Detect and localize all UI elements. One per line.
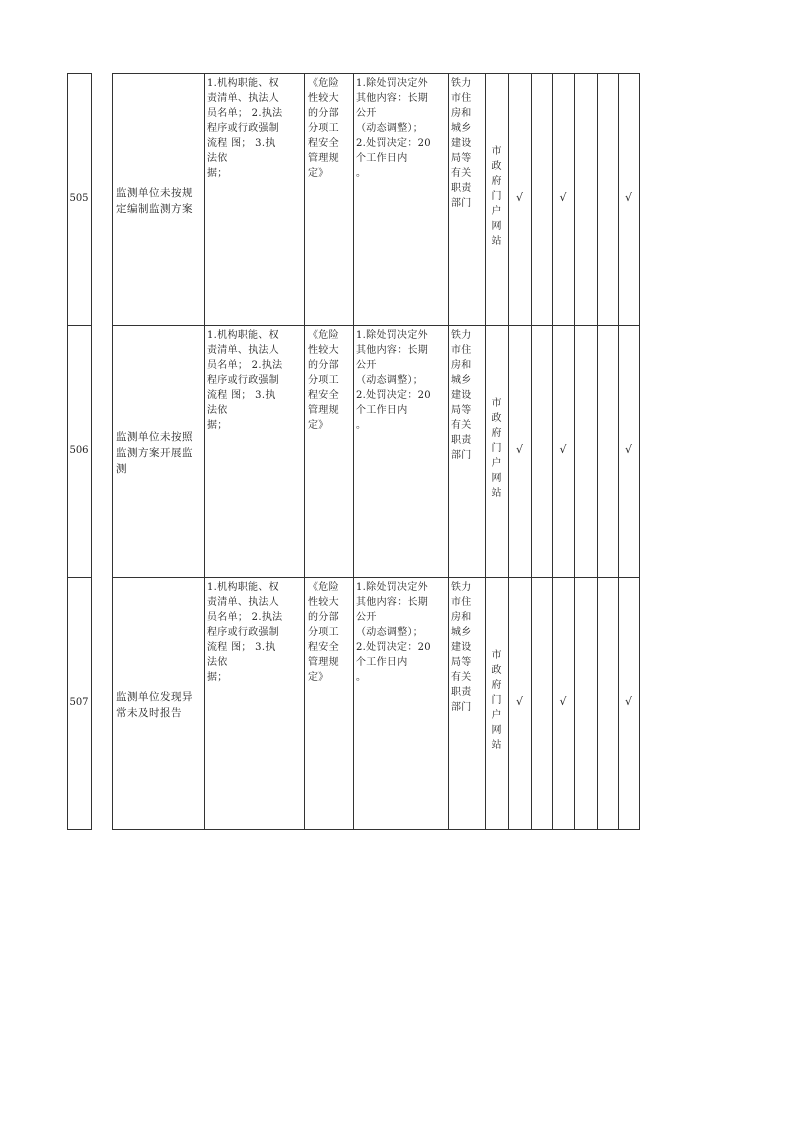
timing-line: 公开 bbox=[356, 612, 377, 623]
basis-line: 定》 bbox=[308, 672, 329, 683]
check-mark-symbol: √ bbox=[559, 191, 567, 204]
check-mark-symbol: √ bbox=[559, 695, 567, 708]
content-line: 员名单； 2.执法 bbox=[207, 360, 283, 371]
timing-line: 。 bbox=[356, 420, 367, 431]
subject-line: 建设 bbox=[451, 138, 472, 149]
channel-char: 市 bbox=[491, 649, 502, 661]
disclosure-subject bbox=[451, 328, 483, 478]
row-number-text: 506 bbox=[69, 445, 89, 456]
channel-char: 户 bbox=[491, 457, 502, 469]
check-mark bbox=[618, 190, 639, 206]
subject-line: 铁力 bbox=[451, 582, 472, 593]
channel-char: 户 bbox=[491, 709, 502, 721]
timing-line: 2.处罚决定：20 bbox=[356, 390, 431, 401]
basis-line: 《危险 bbox=[308, 330, 339, 341]
timing-line: （动态调整）； bbox=[356, 375, 424, 386]
disclosure-content bbox=[207, 328, 302, 448]
content-line: 法依 bbox=[207, 405, 228, 416]
channel-char: 网 bbox=[491, 472, 502, 484]
channel-char: 网 bbox=[491, 220, 502, 232]
channel-char: 门 bbox=[491, 694, 502, 706]
disclosure-basis bbox=[308, 328, 351, 448]
timing-line: 个工作日内 bbox=[356, 153, 408, 164]
table-vertical-rule bbox=[531, 73, 532, 830]
table-vertical-rule bbox=[204, 73, 205, 830]
subject-line: 有关 bbox=[451, 420, 472, 431]
check-mark-symbol: √ bbox=[559, 443, 567, 456]
timing-line: 个工作日内 bbox=[356, 405, 408, 416]
disclosure-channel bbox=[485, 396, 508, 503]
channel-char: 门 bbox=[491, 442, 502, 454]
check-mark bbox=[618, 442, 639, 458]
disclosure-content bbox=[207, 76, 302, 196]
disclosure-basis bbox=[308, 580, 351, 700]
row-number-text: 505 bbox=[69, 193, 89, 204]
content-line: 据； bbox=[207, 672, 228, 683]
content-line: 流程 图； 3.执 bbox=[207, 642, 276, 653]
check-mark bbox=[552, 190, 574, 206]
subject-line: 市住 bbox=[451, 345, 472, 356]
disclosure-subject bbox=[451, 580, 483, 730]
subject-line: 职责 bbox=[451, 435, 472, 446]
subject-line: 局等 bbox=[451, 405, 472, 416]
content-line: 1.机构职能、权 bbox=[207, 582, 279, 593]
disclosure-timing bbox=[356, 328, 446, 448]
row-number bbox=[67, 191, 91, 207]
content-line: 员名单； 2.执法 bbox=[207, 108, 283, 119]
basis-line: 分项工 bbox=[308, 627, 339, 638]
subject-line: 部门 bbox=[451, 198, 472, 209]
table-vertical-rule bbox=[639, 73, 640, 830]
table-horizontal-rule bbox=[112, 73, 640, 74]
basis-line: 分项工 bbox=[308, 123, 339, 134]
row-number bbox=[67, 443, 91, 459]
check-mark-symbol: √ bbox=[624, 443, 632, 456]
basis-line: 性较大 bbox=[308, 597, 339, 608]
disclosure-subject bbox=[451, 76, 483, 226]
table-horizontal-rule bbox=[112, 577, 640, 578]
table-vertical-rule bbox=[448, 73, 449, 830]
content-line: 责清单、执法人 bbox=[207, 93, 280, 104]
content-line: 责清单、执法人 bbox=[207, 345, 280, 356]
channel-char: 户 bbox=[491, 205, 502, 217]
channel-char: 站 bbox=[491, 739, 502, 751]
disclosure-timing bbox=[356, 580, 446, 700]
disclosure-channel bbox=[485, 144, 508, 251]
timing-line: 2.处罚决定：20 bbox=[356, 138, 431, 149]
content-line: 员名单； 2.执法 bbox=[207, 612, 283, 623]
subject-line: 局等 bbox=[451, 657, 472, 668]
subject-line: 职责 bbox=[451, 687, 472, 698]
check-mark bbox=[552, 442, 574, 458]
subject-line: 城乡 bbox=[451, 627, 472, 638]
timing-line: （动态调整）； bbox=[356, 627, 424, 638]
timing-line: 。 bbox=[356, 672, 367, 683]
item-name bbox=[116, 429, 202, 479]
check-mark-symbol: √ bbox=[515, 443, 523, 456]
subject-line: 建设 bbox=[451, 642, 472, 653]
item-name-line: 测 bbox=[116, 463, 127, 475]
basis-line: 程安全 bbox=[308, 642, 339, 653]
subject-line: 局等 bbox=[451, 153, 472, 164]
basis-line: 的分部 bbox=[308, 612, 339, 623]
subject-line: 市住 bbox=[451, 597, 472, 608]
table-horizontal-rule bbox=[67, 73, 92, 74]
check-mark-symbol: √ bbox=[624, 191, 632, 204]
timing-line: 2.处罚决定：20 bbox=[356, 642, 431, 653]
content-line: 流程 图； 3.执 bbox=[207, 138, 276, 149]
subject-line: 市住 bbox=[451, 93, 472, 104]
basis-line: 程安全 bbox=[308, 390, 339, 401]
subject-line: 部门 bbox=[451, 450, 472, 461]
basis-line: 性较大 bbox=[308, 345, 339, 356]
basis-line: 的分部 bbox=[308, 360, 339, 371]
content-line: 据； bbox=[207, 420, 228, 431]
timing-line: 1.除处罚决定外 bbox=[356, 78, 428, 89]
item-name bbox=[116, 185, 202, 219]
channel-char: 站 bbox=[491, 235, 502, 247]
item-name-line: 定编制监测方案 bbox=[116, 203, 193, 215]
content-line: 法依 bbox=[207, 153, 228, 164]
subject-line: 铁力 bbox=[451, 330, 472, 341]
basis-line: 《危险 bbox=[308, 582, 339, 593]
subject-line: 房和 bbox=[451, 108, 472, 119]
subject-line: 有关 bbox=[451, 168, 472, 179]
table-horizontal-rule bbox=[112, 829, 640, 830]
channel-char: 市 bbox=[491, 145, 502, 157]
timing-line: 公开 bbox=[356, 108, 377, 119]
timing-line: 其他内容：长期 bbox=[356, 597, 429, 608]
item-name-line: 监测单位发现异 bbox=[116, 691, 193, 703]
item-name-line: 常未及时报告 bbox=[116, 707, 182, 719]
row-number-text: 507 bbox=[69, 697, 89, 708]
subject-line: 部门 bbox=[451, 702, 472, 713]
basis-line: 定》 bbox=[308, 420, 329, 431]
basis-line: 《危险 bbox=[308, 78, 339, 89]
subject-line: 城乡 bbox=[451, 375, 472, 386]
check-mark bbox=[508, 442, 531, 458]
disclosure-basis bbox=[308, 76, 351, 196]
timing-line: 1.除处罚决定外 bbox=[356, 582, 428, 593]
item-name-line: 监测方案开展监 bbox=[116, 447, 193, 459]
table-horizontal-rule bbox=[67, 829, 92, 830]
content-line: 法依 bbox=[207, 657, 228, 668]
table-horizontal-rule bbox=[112, 325, 640, 326]
content-line: 程序或行政强制 bbox=[207, 375, 280, 386]
content-line: 1.机构职能、权 bbox=[207, 330, 279, 341]
table-vertical-rule bbox=[112, 73, 113, 830]
timing-line: （动态调整）； bbox=[356, 123, 424, 134]
subject-line: 职责 bbox=[451, 183, 472, 194]
basis-line: 定》 bbox=[308, 168, 329, 179]
check-mark bbox=[552, 694, 574, 710]
basis-line: 程安全 bbox=[308, 138, 339, 149]
check-mark-symbol: √ bbox=[515, 191, 523, 204]
check-mark bbox=[508, 694, 531, 710]
subject-line: 城乡 bbox=[451, 123, 472, 134]
channel-char: 站 bbox=[491, 487, 502, 499]
item-name-line: 监测单位未按照 bbox=[116, 431, 193, 443]
channel-char: 政 bbox=[491, 412, 502, 424]
disclosure-timing bbox=[356, 76, 446, 196]
table-vertical-rule bbox=[353, 73, 354, 830]
basis-line: 管理规 bbox=[308, 153, 339, 164]
content-line: 程序或行政强制 bbox=[207, 627, 280, 638]
channel-char: 网 bbox=[491, 724, 502, 736]
channel-char: 府 bbox=[491, 175, 502, 187]
check-mark-symbol: √ bbox=[624, 695, 632, 708]
channel-char: 府 bbox=[491, 427, 502, 439]
timing-line: 公开 bbox=[356, 360, 377, 371]
check-mark-symbol: √ bbox=[515, 695, 523, 708]
disclosure-content bbox=[207, 580, 302, 700]
table-vertical-rule bbox=[91, 73, 92, 830]
disclosure-channel bbox=[485, 648, 508, 755]
content-line: 据； bbox=[207, 168, 228, 179]
subject-line: 房和 bbox=[451, 612, 472, 623]
basis-line: 分项工 bbox=[308, 375, 339, 386]
subject-line: 房和 bbox=[451, 360, 472, 371]
check-mark bbox=[618, 694, 639, 710]
basis-line: 管理规 bbox=[308, 657, 339, 668]
content-line: 流程 图； 3.执 bbox=[207, 390, 276, 401]
table-horizontal-rule bbox=[67, 325, 92, 326]
table-horizontal-rule bbox=[67, 577, 92, 578]
channel-char: 政 bbox=[491, 160, 502, 172]
basis-line: 管理规 bbox=[308, 405, 339, 416]
item-name-line: 监测单位未按规 bbox=[116, 187, 193, 199]
channel-char: 府 bbox=[491, 679, 502, 691]
table-vertical-rule bbox=[574, 73, 575, 830]
timing-line: 1.除处罚决定外 bbox=[356, 330, 428, 341]
row-number bbox=[67, 695, 91, 711]
table-vertical-rule bbox=[304, 73, 305, 830]
basis-line: 的分部 bbox=[308, 108, 339, 119]
timing-line: 其他内容：长期 bbox=[356, 345, 429, 356]
channel-char: 政 bbox=[491, 664, 502, 676]
subject-line: 建设 bbox=[451, 390, 472, 401]
content-line: 程序或行政强制 bbox=[207, 123, 280, 134]
content-line: 责清单、执法人 bbox=[207, 597, 280, 608]
channel-char: 门 bbox=[491, 190, 502, 202]
table-vertical-rule bbox=[597, 73, 598, 830]
content-line: 1.机构职能、权 bbox=[207, 78, 279, 89]
item-name bbox=[116, 689, 202, 723]
check-mark bbox=[508, 190, 531, 206]
timing-line: 其他内容：长期 bbox=[356, 93, 429, 104]
timing-line: 个工作日内 bbox=[356, 657, 408, 668]
timing-line: 。 bbox=[356, 168, 367, 179]
basis-line: 性较大 bbox=[308, 93, 339, 104]
subject-line: 有关 bbox=[451, 672, 472, 683]
channel-char: 市 bbox=[491, 397, 502, 409]
subject-line: 铁力 bbox=[451, 78, 472, 89]
